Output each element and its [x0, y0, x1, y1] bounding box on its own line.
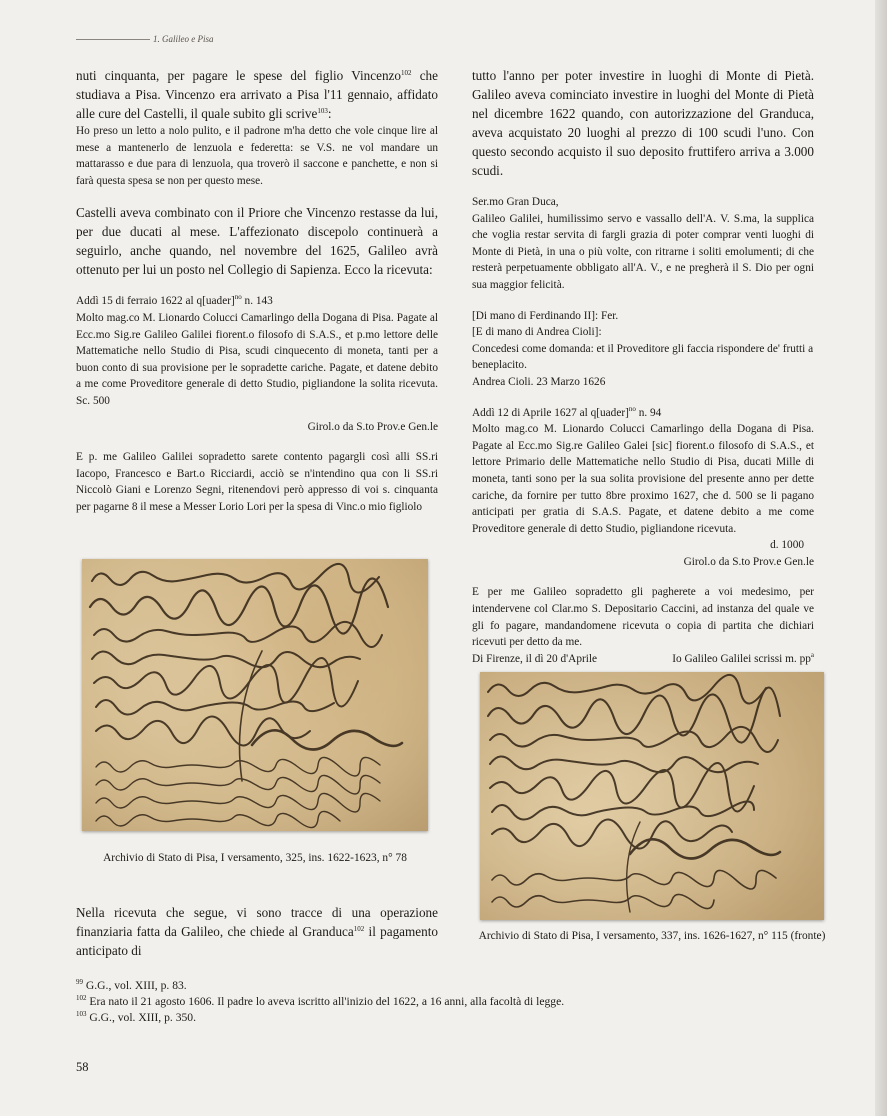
right-paragraph-1: tutto l'anno per poter investire in luoghi di Monte di Pietà. Galileo aveva cominciato investire in luoghi del Monte di Pietà nel dicembre 1622 quando, con autorizzazione del Granduca, aveva acquistato 20 luoghi al prezzo di 100 scudi l'uno. Con questo secondo acquisto il suo deposito fruttifero arriva a 3.000 scudi.: [472, 68, 814, 178]
running-head-rule: [76, 39, 150, 40]
petition-body: Galileo Galilei, humilissimo servo e vassallo dell'A. V. S.ma, la supplica che voglia restar servita di fargli grazia di poter comprar venti luoghi di Monte di Pietà, in una o più volte, con ritrarne i soliti emolumenti; di che resterà perpetuamente obbligato all'A. V., e ne pregherà il S. Dio per ogni sua maggior felicità.: [472, 212, 814, 291]
receipt-2-body: Molto mag.co M. Lionardo Colucci Camarlingo della Dogana di Pisa. Pagate al Ecc.mo Sig.re Galileo Galei [sic] fiorent.o filosofo di S.A.S., et lettore Primario delle Mattematiche nello Studio di Pisa, ducati Mille di moneta, tanti sono per la sua solita provisione del presente anno per dette cariche, da fornire per tutto 8bre proximo 1627, che d. 500 se li pagano anticipati per gratia di S.A.S. Pagate, et datene debito a me come Proveditore generale di detto Studio, pigliandone ricevuta.: [472, 423, 814, 535]
rescript-line-3: Concedesi come domanda: et il Proveditore gli faccia rispondere de' frutti a beneplacito.: [472, 342, 814, 372]
receipt-2-payment-order: E per me Galileo sopradetto gli pagherete a voi medesimo, per intendervene col Clar.mo S. Depositario Caccini, ad instanza del quale ve gli fo pagare, mandandomene ricevuta o copia di partita che dichiari ricevuti per detto da me.: [472, 586, 814, 649]
rescript-line-2: [E di mano di Andrea Cioli]:: [472, 326, 602, 339]
footnote-102: $^{102}$ Era nato il 21 agosto 1606. Il padre lo aveva iscritto all'inizio del 1622, a 16 anni, alla facoltà di legge.: [76, 994, 565, 1008]
castelli-quote: Ho preso un letto a nolo pulito, e il padrone m'ha detto che vole cinque lire al mese a mantenerlo de lenzuola e federetta: se V.S. ne vol mandare un mattarasso e due para di lenzuola, qua troverò il saccone e panchette, e non si farà questa spesa se non per questo mese.: [76, 125, 438, 187]
footnote-103: $^{103}$ G.G., vol. XIII, p. 350.: [76, 1010, 196, 1024]
receipt-2-amount: d. 1000: [770, 539, 804, 552]
receipt-1-payment-order: E p. me Galileo Galilei sopradetto sarete contento pagargli così alli SS.ri Iacopo, Francesco e Bart.o Ricciardi, acciò se n'intendino qua con li SS.ri Niccolò Giani e Lorenzo Segni, ritenendovi però appresso di voi s. cinquanta per pagarne 8 il mese a Messer Lorio Lori per la spesa di Vinc.o mio figliolo: [76, 451, 438, 513]
manuscript-2-caption: Archivio di Stato di Pisa, I versamento, 337, ins. 1626-1627, n° 115 (fronte): [478, 930, 826, 942]
footnotes: [76, 978, 816, 1026]
petition-salutation: Ser.mo Gran Duca,: [472, 196, 559, 208]
receipt-2-place-date: Di Firenze, il dì 20 d'Aprile Io Galileo Galilei scrissi m. $pp^a$: [472, 650, 814, 665]
left-paragraph-2: Castelli aveva combinato con il Priore che Vincenzo restasse da lui, per due ducati al mese. L'affezionato discepolo continuerà a seguirlo, anche quando, nel novembre del 1625, Galileo avrà ottenuto per lui un posto nel Collegio di Sapienza. Ecco la ricevuta:: [76, 205, 438, 278]
left-column-bottom: [76, 903, 438, 960]
manuscript-1-caption: Archivio di Stato di Pisa, I versamento, 325, ins. 1622-1623, n° 78: [103, 852, 407, 864]
manuscript-image-1: [82, 559, 428, 831]
receipt-1-body: Molto mag.co M. Lionardo Colucci Camarlingo della Dogana di Pisa. Pagate al Ecc.mo Sig.re Galileo Galilei fiorent.o filosofo di S.A.S., et p.mo lettore delle Mattematiche nello Studio di Pisa, scudi cinquecento di moneta, tanti per a buon conto di sua provisione per le sopradette cariche. Pagate, et datene debito a me come Proveditore generale di detto Studio, pigliandone la solita ricevuta. Sc. 500: [76, 311, 438, 407]
running-title: 1. Galileo e Pisa: [153, 34, 214, 44]
rescript-line-4: Andrea Cioli. 23 Marzo 1626: [472, 375, 606, 388]
left-column-top: [76, 66, 438, 516]
left-paragraph-3: Nella ricevuta che segue, vi sono tracce di una operazione finanziaria fatta da Galileo, che chiede al Granduca$^{102}$ il pagamento anticipato di: [76, 905, 438, 958]
footnote-99: $^{99}$ G.G., vol. XIII, p. 83.: [76, 978, 187, 992]
right-column: [472, 66, 814, 667]
manuscript-image-2: [480, 672, 824, 920]
left-paragraph-1: nuti cinquanta, per pagare le spese del figlio Vincenzo$^{102}$ che studiava a Pisa. Vincenzo era arrivato a Pisa l'11 gennaio, affidato alle cure del Castelli, il quale subito gli scrive$^{103}$:: [76, 68, 438, 121]
receipt-2-heading: Addì 12 di Aprile 1627 al q[uader]$^{no}$ n. 94: [472, 404, 662, 419]
running-head: [76, 34, 214, 44]
page-number: 58: [76, 1060, 89, 1074]
rescript-line-1: [Di mano di Ferdinando II]: Fer.: [472, 309, 619, 322]
receipt-1-signature: Girol.o da S.to Prov.e Gen.le: [307, 420, 438, 433]
receipt-2-signature: Girol.o da S.to Prov.e Gen.le: [683, 555, 814, 568]
receipt-1-heading: Addì 15 di ferraio 1622 al q[uader]$^{no}$ n. 143: [76, 293, 273, 308]
galileo-signature-line: Io Galileo Galilei scrissi m. pp: [672, 652, 811, 665]
page-edge: [875, 0, 887, 1116]
